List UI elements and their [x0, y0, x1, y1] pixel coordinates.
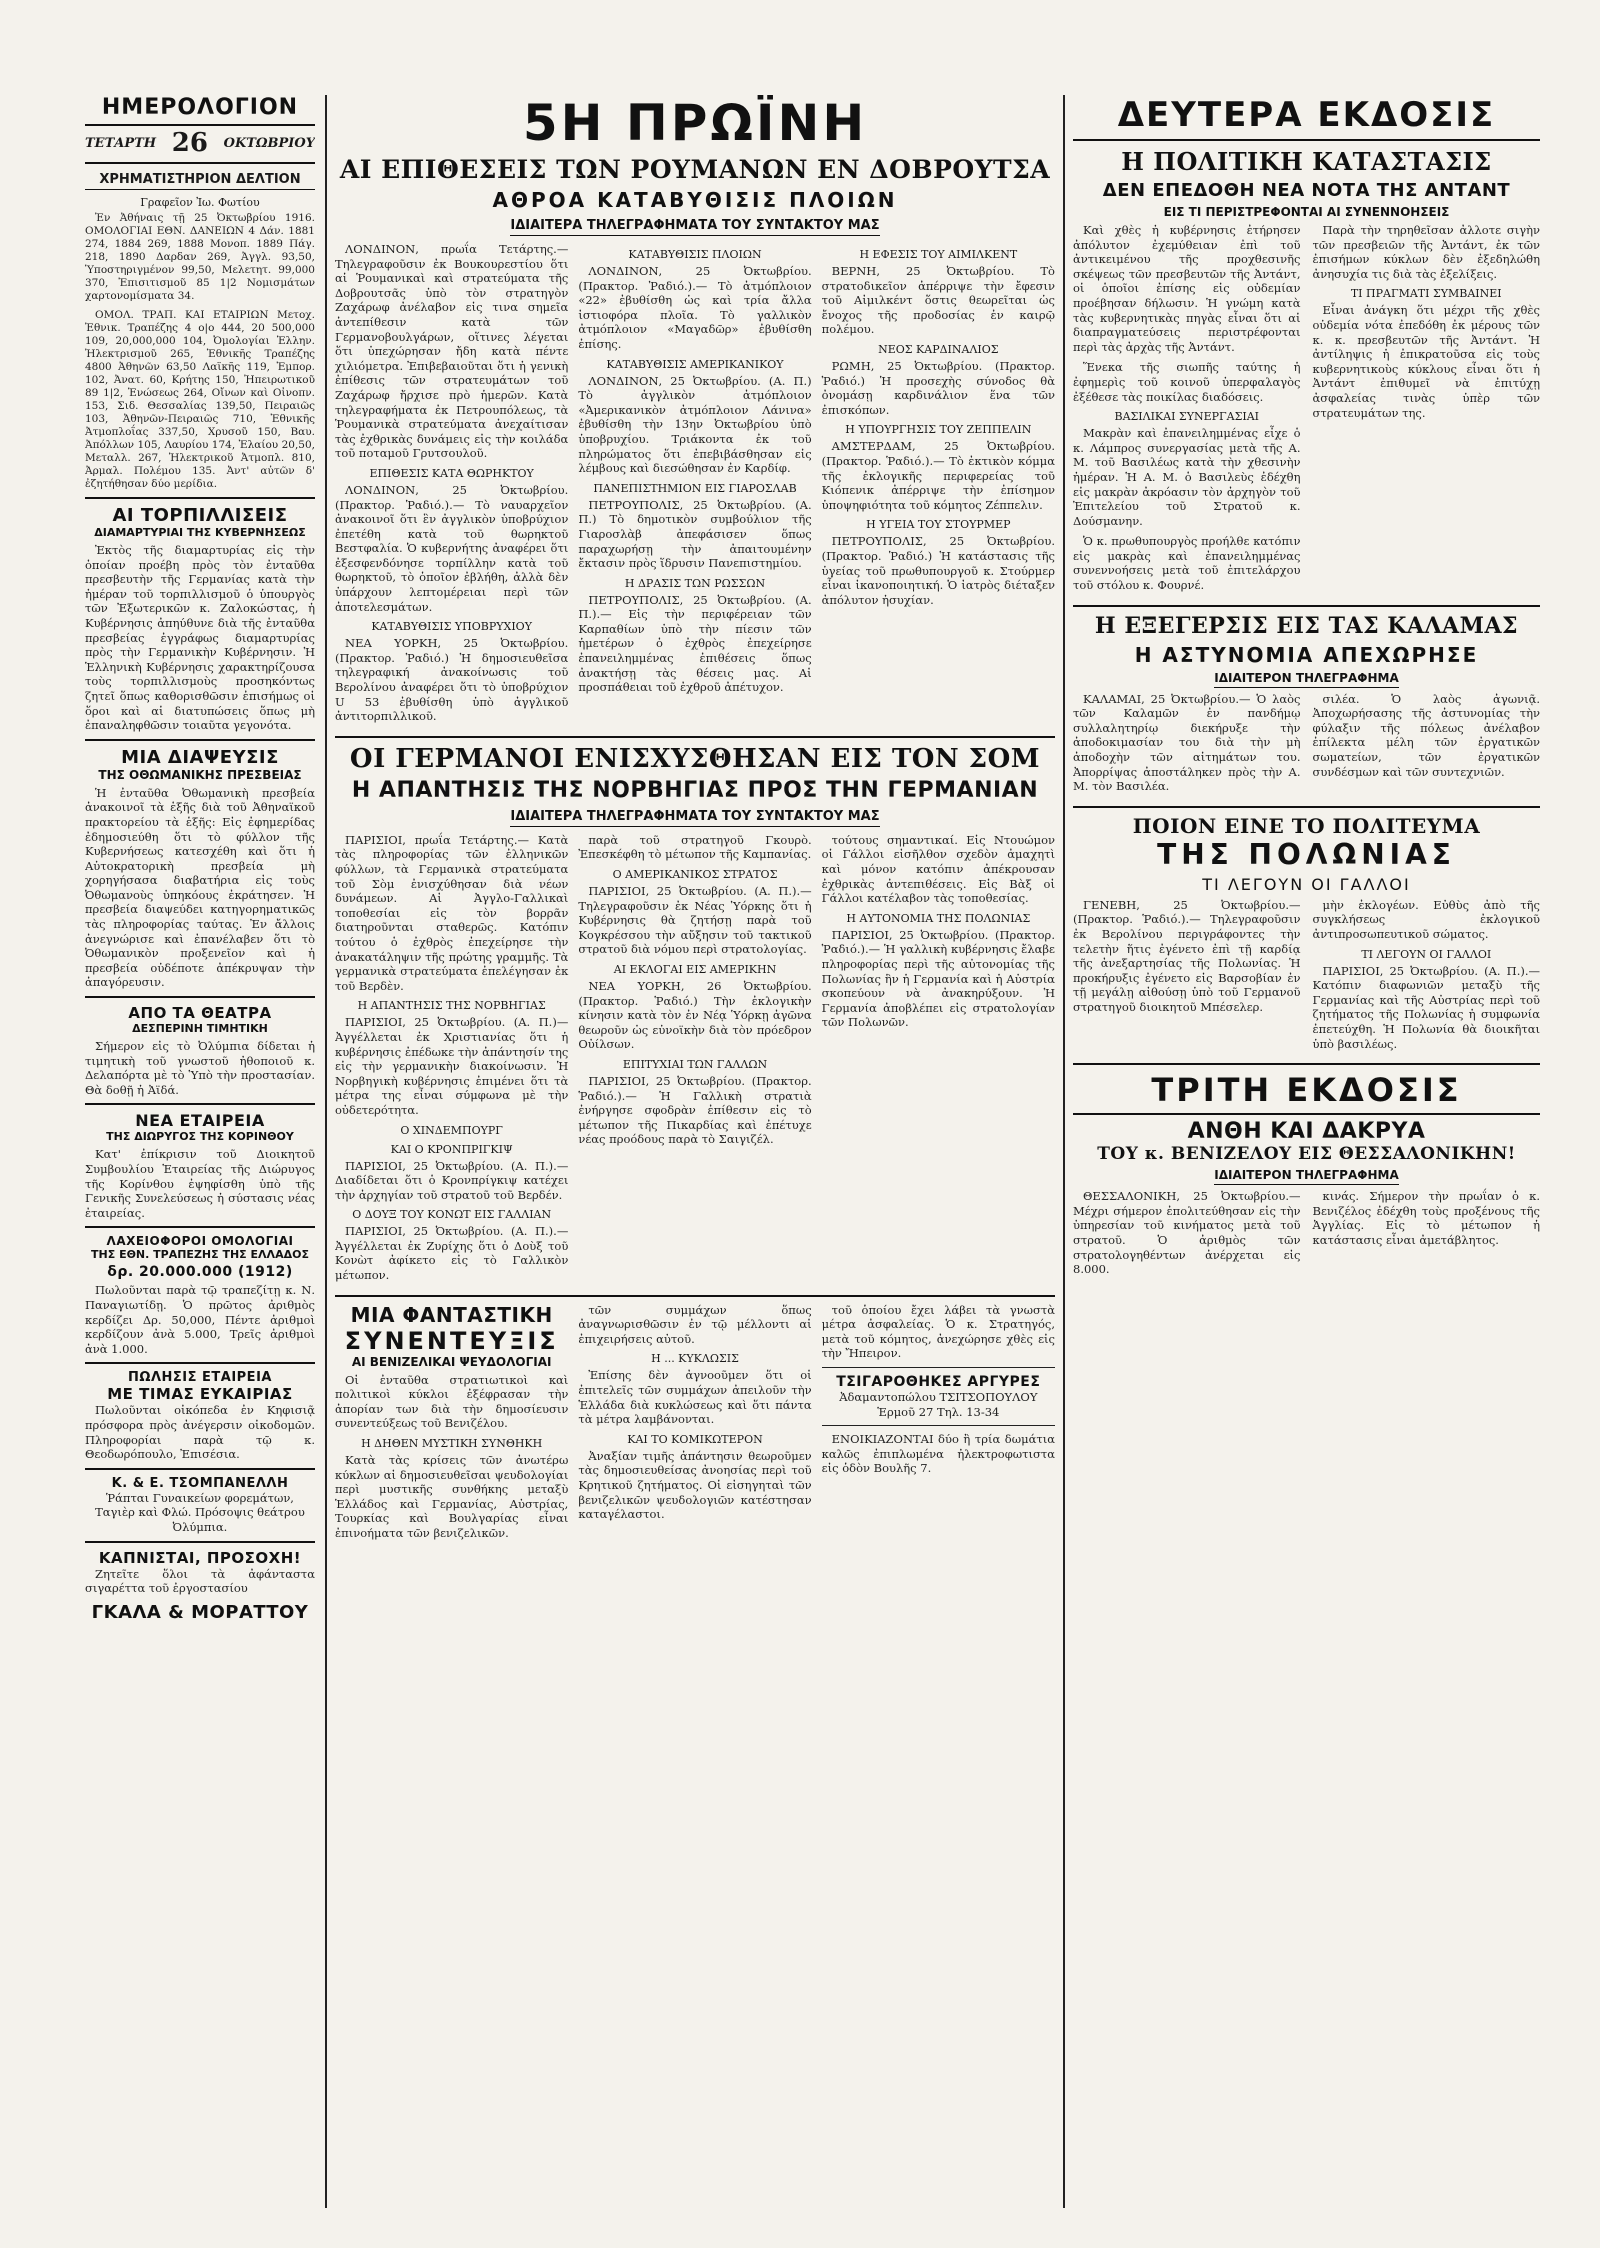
second-headline: ΟΙ ΓΕΡΜΑΝΟΙ ΕΝΙΣΧΥΣΘΗΣΑΝ ΕΙΣ ΤΟΝ ΣΟΜ — [349, 743, 1041, 774]
political-title: Η ΠΟΛΙΤΙΚΗ ΚΑΤΑΣΤΑΣΙΣ — [1121, 147, 1492, 176]
interview-text: Οἱ ἐνταῦθα στρατιωτικοὶ καὶ πολιτικοὶ κύκλοι ἐξέφρασαν τὴν ἀπορίαν των διὰ τὴν δημοσίευσιν συνεντεύξεως τοῦ Βενιζέλου. — [335, 1372, 569, 1431]
divider — [85, 1103, 315, 1105]
article-subhead: Η ... ΚΥΚΛΩΣΙΣ — [651, 1352, 739, 1366]
article-subhead: ΚΑΤΑΒΥΘΙΣΙΣ ΥΠΟΒΡΥΧΙΟΥ — [371, 620, 532, 634]
legation-title: ΜΙΑ ΔΙΑΨΕΥΣΙΣ — [121, 746, 279, 768]
encirclement-column — [578, 1303, 811, 1547]
article-text: κινάς. Σήμερον τὴν πρωΐαν ὁ κ. Βενιζέλος ἐδέχθη τοὺς προξένους τῆς Ἀγγλίας. Εἰς τὸ μέτωπον ἡ κατάστασις εἶναι ἀμετάβλητος. — [1312, 1189, 1540, 1247]
lottery-bonds-text: Πωλοῦνται παρὰ τῷ τραπεζίτῃ κ. Ν. Παναγιωτίδῃ. Ὁ πρῶτος ἀριθμὸς κερδίζει Δρ. 50,000, Πέντε ἀριθμοὶ κερδίζουν ἀνὰ 5.000, Τρεῖς ἀριθμοὶ ἀνὰ 1.000. — [85, 1283, 315, 1356]
article-text: ΛΟΝΔΙΝΟΝ, 25 Ὀκτωβρίου. (Πρακτορ. Ῥαδιό.).— Τὸ ναυαρχεῖον ἀνακοινοῖ ὅτι ἓν ἀγγλικὸν ὑποβρύχιον ἐπετέθη κατὰ τοῦ θωρηκτοῦ Βεστφαλία. Ὁ κυβερνήτης ἀναφέρει ὅτι ἐξεσφενδόνησε τορπίλλην κατὰ τοῦ θωρηκτοῦ, τὸ ὁποῖον ἐβλήθη, ἀλλὰ δὲν ὑπάρχουν λεπτομέρειαι περὶ τῶν ἀποτελεσμάτων. — [335, 482, 569, 614]
second-story-columns — [335, 833, 1055, 1289]
second-tagline: ΙΔΙΑΙΤΕΡΑ ΤΗΛΕΓΡΑΦΗΜΑΤΑ ΤΟΥ ΣΥΝΤΑΚΤΟΥ ΜΑΣ — [510, 809, 879, 827]
poland-subtitle: ΤΙ ΛΕΓΟΥΝ ΟΙ ΓΑΛΛΟΙ — [1202, 874, 1411, 894]
edition-banner: 5Η ΠΡΩΪΝΗ — [522, 95, 868, 152]
article-subhead: Η ΑΠΑΝΤΗΣΙΣ ΤΗΣ ΝΟΡΒΗΓΙΑΣ — [357, 999, 546, 1013]
story-column-3 — [822, 242, 1055, 730]
article-subhead: ΒΑΣΙΛΙΚΑΙ ΣΥΝΕΡΓΑΣΙΑΙ — [1114, 410, 1260, 424]
divider — [335, 1295, 1055, 1297]
article-subhead: Ο ΑΜΕΡΙΚΑΝΙΚΟΣ ΣΤΡΑΤΟΣ — [612, 868, 778, 881]
political-columns — [1073, 223, 1540, 599]
second-edition-banner: ΔΕΥΤΕΡΑ ΕΚΔΟΣΙΣ — [1073, 95, 1540, 141]
article-text: ΚΑΛΑΜΑΙ, 25 Ὀκτωβρίου.— Ὁ λαὸς τῶν Καλαμῶν ἐν πανδήμῳ συλλαλητηρίῳ διεκήρυξε τὴν ἀποδοκιμασίαν του διὰ τὴν μὴ ἀποδοχὴν τῶν αἰτημάτων του. Ἀπορρίψας ἀποστάληκεν πρὸς τὴν Α. Μ. τὸν Βασιλέα. — [1073, 691, 1301, 794]
article-text: σιλέα. Ὁ λαὸς ἀγωνιᾷ. Ἀποχωρήσασης τῆς ἀστυνομίας τὴν φύλαξιν τῆς πόλεως ἀνέλαβον ἐπίλεκτα μέλη τῶν ἐργατικῶν σωματείων, τῶν ἐργατικῶν συνδέσμων καὶ τῶν συντεχνιῶν. — [1312, 691, 1540, 779]
interview-subhead: Η ΔΗΘΕΝ ΜΥΣΤΙΚΗ ΣΥΝΘΗΚΗ — [361, 1437, 543, 1451]
story-column-1 — [335, 242, 568, 730]
legation-text: Ἡ ἐνταῦθα Ὀθωμανικὴ πρεσβεία ἀνακοινοῖ τὰ ἑξῆς διὰ τοῦ Ἀθηναϊκοῦ πρακτορείου τὰ ἑξῆς: Εἰς ἐφημερίδας ἐδημοσιεύθη ὅτι τὸ φύλλον τῆς Κυβερνήσεως κατεσχέθη καὶ ὅτι ἡ Αὐτοκρατορικὴ πρεσβεία μὴ χορηγήσασα διαβατήρια εἰς τοὺς Ὀθωμανοὺς ὑπηκόους ἐκράτησεν. Ἡ πρεσβεία διαψεύδει κατηγορηματικῶς τὰς πληροφορίας ταύτας. Ἐν ἄλλοις ἀνεγνώρισε καὶ ἐπανέλαβεν ὅτι τὸ Ὀθωμανικὸν προξενεῖον καὶ ἡ πρεσβεία οὐδέποτε ἀπέκρυψαν τὴν ἀπαγόρευσιν. — [85, 785, 315, 990]
divider — [85, 1226, 315, 1228]
column-rule — [325, 95, 327, 2208]
torpedo-subtitle: ΔΙΑΜΑΡΤΥΡΙΑΙ ΤΗΣ ΚΥΒΕΡΝΗΣΕΩΣ — [94, 526, 306, 539]
article-text: τῶν συμμάχων ὅπως ἀναγνωρισθῶσιν ἐν τῷ μέλλοντι αἱ ἐπιχειρήσεις αὐτοῦ. — [578, 1302, 812, 1346]
political-column-1 — [1073, 223, 1301, 599]
article-subhead: ΚΑΤΑΒΥΘΙΣΙΣ ΠΛΟΙΩΝ — [628, 248, 762, 261]
article-text: Ἀναξίαν τιμῆς ἀπάντησιν θεωροῦμεν τὰς δημοσιευθείσας ἀνοησίας περὶ τοῦ Κρητικοῦ ζητήματος. Οἱ εἰσηγηταὶ τῶν βενιζελικῶν ψευδολογιῶν κατέστησαν καταγέλαστοι. — [578, 1448, 812, 1522]
calendar-date-number: 26 — [171, 128, 208, 158]
divider — [1073, 1063, 1540, 1065]
rebellion-columns — [1073, 692, 1540, 800]
main-tagline: ΙΔΙΑΙΤΕΡΑ ΤΗΛΕΓΡΑΦΗΜΑΤΑ ΤΟΥ ΣΥΝΤΑΚΤΟΥ ΜΑΣ — [510, 218, 879, 236]
right-section — [1073, 95, 1540, 2208]
article-subhead: ΚΑΤΑΒΥΘΙΣΙΣ ΑΜΕΡΙΚΑΝΙΚΟΥ — [606, 357, 784, 371]
article-text: ΒΕΡΝΗ, 25 Ὀκτωβρίου. Τὸ στρατοδικεῖον ἀπέρριψε τὴν ἔφεσιν τοῦ Αἰμιλκέντ ὅστις θεωρεῖται ὡς ἔνοχος τῆς προδοσίας ἐν καιρῷ πολέμου. — [821, 264, 1055, 337]
torpedo-text: Ἐκτὸς τῆς διαμαρτυρίας εἰς τὴν ὁποίαν προέβη πρὸς τὸν ἐνταῦθα πρεσβευτὴν τῆς Γερμανίας κατὰ τὴν ἡμέραν τοῦ τορπιλλισμοῦ ὁ ὑπουργὸς τῶν Ἐξωτερικῶν κ. Ζαλοκώστας, ἡ Κυβέρνησις ἀπηύθυνε διὰ τῆς ἐνταῦθα πρεσβείας ἐγγράφως διαμαρτυρίας πρὸς τὴν Γερμανικὴν Κυβέρνησιν. Ἡ Ἑλληνικὴ Κυβέρνησις χαρακτηρίζουσα τοὺς τορπιλλισμοὺς προσηκόντως ζητεῖ ὅπως καθορισθῶσιν ἐπισήμως οἱ ὅροι καὶ αἱ διατυπώσεις ὅπως μὴ ἐπαναληφθῶσιν τοιαῦτα γεγονότα. — [85, 543, 315, 733]
article-subhead: ΠΑΝΕΠΙΣΤΗΜΙΟΝ ΕΙΣ ΓΙΑΡΟΣΛΑΒ — [593, 481, 797, 495]
flowers-tagline: ΙΔΙΑΙΤΕΡΟΝ ΤΗΛΕΓΡΑΦΗΜΑ — [1214, 1168, 1398, 1185]
column-rule — [1063, 95, 1065, 2208]
article-text: ΠΕΤΡΟΥΠΟΛΙΣ, 25 Ὀκτωβρίου. (Πρακτορ. Ῥαδιό.) Ἡ κατάστασις τῆς ὑγείας τοῦ πρωθυπουργοῦ κ. Στούρμερ εἶναι ἱκανοποιητική. Ὁ ἰατρὸς διέταξεν ἀπόλυτον ἡσυχίαν. — [821, 534, 1055, 607]
market-text: Ἐν Ἀθήναις τῇ 25 Ὀκτωβρίου 1916. ΟΜΟΛΟΓΙΑΙ ΕΘΝ. ΔΑΝΕΙΩΝ 4 Δάν. 1881 274, 1884 269, 1888 Μονοπ. 1889 Πάγ. 218, 1890 Δαρδαν 269, Ἀγγλ. 93,50, Ὑποστηριγμένον 99,50, Μελετητ. 99,000 370, Ἐπισιτισμοῦ 85 1|2 Νομισμάτων χαρτονομίσματα 34. — [85, 212, 315, 302]
article-subhead: ΝΕΟΣ ΚΑΡΔΙΝΑΛΙΟΣ — [878, 342, 999, 356]
article-subhead: Η ΥΓΕΙΑ ΤΟΥ ΣΤΟΥΡΜΕΡ — [866, 518, 1011, 532]
market-text-2: ΟΜΟΛ. ΤΡΑΠ. ΚΑΙ ΕΤΑΙΡΙΩΝ Μετοχ. Ἐθνικ. Τραπέζης 4 ο|ο 444, 20 500,000 109, 20,000,000 104, Ὀμολογίαι Ἑλλην. Ἠλεκτρισμοῦ 265, Ἐθνικῆς Τραπέζης 4800 Ἀθηνῶν 63,50 Λαϊκῆς 119, Ἐμπορ. 102, Ἀνατ. 60, Κρήτης 150, Ἠπειρωτικοῦ 89 1|2, Ἑνώσεως 264, Οἴνων καὶ Οἰνοπν. 153, Σιδ. Θεσσαλίας 139,50, Πειραιῶς 103, Ἀθηνῶν-Πειραιῶς 710, Ἐθνικῆς Ἀτμοπλοΐας 337,50, Χρυσοῦ 150, Βαυ. Ἀπόλλων 105, Λαυρίου 174, Ἐλαίου 20,50, Μεταλλ. 267, Ἠλεκτρικοῦ Ἀτμοπλ. 810, Ἀρμαλ. Πολέμου 135. Ἀντ' αὐτῶν δ' ἐζητήθησαν δύο μερίδια. — [85, 309, 315, 490]
article-text: παρὰ τοῦ στρατηγοῦ Γκουρὸ. Ἐπεσκέφθη τὸ μέτωπον τῆς Καμπανίας. — [578, 832, 812, 862]
interview-column — [335, 1303, 568, 1547]
political-subtitle: ΔΕΝ ΕΠΕΔΟΘΗ ΝΕΑ ΝΟΤΑ ΤΗΣ ΑΝΤΑΝΤ — [1102, 180, 1511, 201]
article-text: ΠΑΡΙΣΙΟΙ, 25 Ὀκτωβρίου. (Α. Π.).— Τηλεγραφοῦσιν ἐκ Νέας Ὑόρκης ὅτι ἡ Κυβέρνησις θὰ ζητήσῃ παρὰ τοῦ Κογκρέσσου τὴν αὔξησιν τοῦ τακτικοῦ στρατοῦ διὰ νόμου περὶ στρατολογίας. — [578, 884, 812, 957]
calendar-month: ΟΚΤΩΒΡΙΟΥ — [223, 135, 315, 151]
article-text: ΓΕΝΕΒΗ, 25 Ὀκτωβρίου.— (Πρακτορ. Ῥαδιό.).— Τηλεγραφοῦσιν ἐκ Βερολίνου περιγράφοντες τὴν τελετὴν ἥτις ἐγένετο ἐπὶ τῇ καρδίᾳ τῆς ἀνεξαρτησίας τῆς Πολωνίας. Ἡ προκήρυξις ἐγένετο εἰς Βαρσοβίαν ἐν τῇ μεγάλῃ αἰθούσῃ ὑπὸ τοῦ Γερμανοῦ στρατηγοῦ διοικητοῦ Μπέσελερ. — [1073, 897, 1301, 1014]
theatre-text: Σήμερον εἰς τὸ Ὀλύμπια δίδεται ἡ τιμητικὴ τοῦ γνωστοῦ ἠθοποιοῦ κ. Δελαπόρτα μὲ τὸ Ὑπὸ τὴν προστασίαν. Θὰ δοθῇ ἡ Ἀϊδά. — [85, 1039, 315, 1097]
flowers-subtitle: ΤΟΥ κ. ΒΕΝΙΖΕΛΟΥ ΕΙΣ ΘΕΣΣΑΛΟΝΙΚΗΝ! — [1097, 1144, 1516, 1165]
market-title: ΧΡΗΜΑΤΙΣΤΗΡΙΟΝ ΔΕΛΤΙΟΝ — [85, 172, 315, 190]
third-edition-banner: ΤΡΙΤΗ ΕΚΔΟΣΙΣ — [1073, 1071, 1540, 1115]
main-headline: ΑΙ ΕΠΙΘΕΣΕΙΣ ΤΩΝ ΡΟΥΜΑΝΩΝ ΕΝ ΔΟΒΡΟΥΤΣΑ — [339, 155, 1051, 184]
article-subhead: Η ΑΥΤΟΝΟΜΙΑ ΤΗΣ ΠΟΛΩΝΙΑΣ — [846, 911, 1031, 925]
sale-title: ΠΩΛΗΣΙΣ ΕΤΑΙΡΕΙΑ — [128, 1370, 272, 1386]
poland-title-2: ΤΗΣ ΠΟΛΩΝΙΑΣ — [1157, 837, 1456, 871]
story-column-2 — [578, 242, 811, 730]
article-text: Ἕνεκα τῆς σιωπῆς ταύτης ἡ ἐφημερὶς τοῦ κοινοῦ ὑπερφαλαγὸς ἐξέθεσε τὰς ποικίλας διαδόσεις. — [1073, 360, 1301, 404]
story-column-6 — [822, 833, 1055, 1289]
article-text: Καὶ χθὲς ἡ κυβέρνησις ἐτήρησεν ἀπόλυτον ἐχεμύθειαν ἐπὶ τοῦ ἀντικειμένου τῆς προχθεσινῆς σκέψεως τῶν πρεσβευτῶν τῆς Ἀντάντ, οἱ ὁποῖοι ἐπίσης εἰς οὐδεμίαν προέβησαν δήλωσιν. Ἡ γνώμη κατὰ τὰς κυβερνητικὰς πηγὰς εἶναι ὅτι αἱ διαπραγματεύσεις περιστρέφονται περὶ τὰς ἀρχὰς τῆς Ἀντάντ. — [1073, 223, 1301, 354]
article-text: ΠΑΡΙΣΙΟΙ, πρωΐα Τετάρτης.— Κατὰ τὰς πληροφορίας τῶν ἐλληνικῶν φύλλων, τὰ Γερμανικὰ στρατεύματα τοῦ Σὸμ ἐνισχύθησαν διὰ νέων δυνάμεων. Αἱ Ἀγγλο-Γαλλικαὶ τοποθεσίαι εἰς τὸν βορρᾶν διατηροῦνται σταθερῶς. Κατόπιν τούτου ὁ ἐχθρὸς ἐπεχείρησε τὴν ἀνακατάληψιν τῆς πρώτης γραμμῆς. Τὰ γερμανικὰ στρατεύματα ἐπελέγησαν ἐκ τοῦ Βερδὲν. — [335, 832, 569, 993]
company-subtitle: ΤΗΣ ΔΙΩΡΥΓΟΣ ΤΗΣ ΚΟΡΙΝΘΟΥ — [106, 1130, 294, 1144]
tailor-title: Κ. & Ε. ΤΣΟΜΠΑΝΕΛΛΗ — [111, 1475, 289, 1491]
interview-title-2: ΣΥΝΕΝΤΕΥΞΙΣ — [344, 1326, 559, 1355]
poland-title: ΠΟΙΟΝ ΕΙΝΕ ΤΟ ΠΟΛΙΤΕΥΜΑ — [1132, 813, 1481, 838]
calendar-day: ΤΕΤΑΡΤΗ — [85, 135, 157, 151]
top-story-columns — [335, 242, 1055, 730]
article-text: ΠΑΡΙΣΙΟΙ, 25 Ὀκτωβρίου. (Πρακτορ. Ῥαδιό.).— Ἡ Γαλλικὴ στρατιὰ ἐνήργησε σφοδρὰν ἐπίθεσιν εἰς τὸ μέτωπον τῆς Πικαρδίας καὶ ἐπέτυχε νέας προόδους παρὰ τὸ Σαιγιζέλ. — [578, 1073, 812, 1147]
article-subhead: Η ΥΠΟΥΡΓΗΣΙΣ ΤΟΥ ΖΕΠΠΕΛΙΝ — [845, 423, 1032, 437]
article-subhead: ΚΑΙ ΤΟ ΚΟΜΙΚΩΤΕΡΟΝ — [627, 1432, 763, 1446]
divider — [822, 1367, 1055, 1368]
article-text: ΛΟΝΔΙΝΟΝ, 25 Ὀκτωβρίου. (Πρακτορ. Ῥαδιό.).— Τὸ ἀτμόπλοιον «22» ἐβυθίσθη ὡς καὶ τρία ἄλλα ἱστιοφόρα πλοῖα. Τὸ γαλλικὸν ἀτμόπλοιον «Μαγαδῶρ» ἐβυθίσθη ἐπίσης. — [578, 264, 812, 351]
rebellion-tagline: ΙΔΙΑΙΤΕΡΟΝ ΤΗΛΕΓΡΑΦΗΜΑ — [1214, 671, 1398, 688]
article-text: ΠΑΡΙΣΙΟΙ, 25 Ὀκτωβρίου. (Πρακτορ. Ῥαδιό.).— Ἡ γαλλικὴ κυβέρνησις ἔλαβε πληροφορίας περὶ τῆς αὐτονομίας τῆς Πολωνίας ἣν ἡ Γερμανία καὶ ἡ Αὐστρία σκοπεύουν νὰ ἀνακηρύξουν. Ἡ Γερμανία ἀποβλέπει εἰς στρατολογίαν τῶν Πολωνῶν. — [821, 927, 1055, 1030]
divider — [85, 996, 315, 998]
political-subtitle-2: ΕΙΣ ΤΙ ΠΕΡΙΣΤΡΕΦΟΝΤΑΙ ΑΙ ΣΥΝΕΝΝΟΗΣΕΙΣ — [1163, 205, 1450, 219]
article-text: ΛΟΝΔΙΝΟΝ, πρωΐα Τετάρτης.— Τηλεγραφοῦσιν ἐκ Βουκουρεστίου ὅτι αἱ Ῥουμανικαὶ καὶ στρατεύματα τῆς Δοβρουτσᾶς ὑπὸ τὸν στρατηγὸν Ζαχάρωφ ἀνέλαβον εἰς τινα σημεῖα ἀντεπίθεσιν κατὰ τῶν Γερμανοβουλγάρων, οἵτινες λέγεται ὅτι ὑπεχώρησαν ἤδη κατὰ πέντε χιλιόμετρα. Ἐπιβεβαιοῦται ὅτι ἡ γενικὴ ἐπίθεσις τῶν στρατευμάτων τοῦ Ζαχάρωφ ἤρχισε πρὸ ἡμερῶν. Κατὰ τηλεγραφήματα ἐκ Πετρουπόλεως, τὰ Ῥουμανικὰ στρατεύματα ἀνεχαίτισαν τὰς ἐχθρικὰς δυνάμεις εἰς τὴν κοιλάδα τοῦ ποταμοῦ Γρυτσουλοῦ. — [335, 242, 569, 461]
calendar-date — [85, 126, 315, 164]
tailor-text: Ῥάπται Γυναικείων φορεμάτων, Ταγιὲρ καὶ Φλώ. Πρόσοψις θεάτρου Ὀλύμπια. — [95, 1490, 305, 1534]
article-text: τοῦ ὁποίου ἔχει λάβει τὰ γνωστὰ μέτρα ἀσφαλείας. Ὁ κ. Στρατηγός, μετὰ τοῦ κόμητος, ἀνεχώρησε χθὲς εἰς τὴν Ἤπειρον. — [821, 1302, 1055, 1361]
article-text: ΑΜΣΤΕΡΔΑΜ, 25 Ὀκτωβρίου. (Πρακτορ. Ῥαδιό.).— Τὸ ἐκτικὸν κόμμα τῆς ἐκλογικῆς περιφερείας τοῦ Κιόπενικ ἀπέρριψε τὴν ἐπίσημον ὑποψηφιότητα τοῦ κόμητος Ζέππελιν. — [821, 439, 1055, 512]
interview-subtitle: ΑΙ ΒΕΝΙΖΕΛΙΚΑΙ ΨΕΥΔΟΛΟΓΙΑΙ — [351, 1354, 552, 1369]
article-text: ΠΑΡΙΣΙΟΙ, 25 Ὀκτωβρίου. (Α. Π.)— Ἀγγέλλεται ἐκ Χριστιανίας ὅτι ἡ κυβέρνησις ἐπέδωκε τὴν ἀπάντησίν της εἰς τὴν γερμανικὴν διακοίνωσιν. Ἡ Νορβηγικὴ κυβέρνησις ἐπιμένει ὅτι τὰ μέτρα της εἶναι σύμφωνα μὲ τὴν οὐδετερότητα. — [335, 1015, 569, 1117]
sale-text: Πωλοῦνται οἰκόπεδα ἐν Κηφισιᾷ πρόσφορα πρὸς ἀνέγερσιν οἰκοδομῶν. Πληροφορίαι παρὰ τῷ κ. Θεοδωρόπουλο, Ἐπισέσια. — [85, 1403, 315, 1462]
divider — [85, 1468, 315, 1470]
divider — [85, 1541, 315, 1543]
article-text: Ὁ κ. πρωθυπουργὸς προήλθε κατόπιν εἰς μακρὰς καὶ ἐπανειλημμένας συνεννοήσεις μετὰ τοῦ ἐπιτελάρχου τοῦ στόλου κ. Φουρνέ. — [1073, 534, 1301, 593]
article-text: ΘΕΣΣΑΛΟΝΙΚΗ, 25 Ὀκτωβρίου.— Μέχρι σήμερον ἐπολιτεύθησαν εἰς τὴν ὑπηρεσίαν τοῦ κινήματος μετὰ τοῦ στρατοῦ. Ὁ ἀριθμὸς τῶν στρατολογηθέντων ἀνέρχεται εἰς 8.000. — [1073, 1189, 1301, 1277]
divider — [1073, 605, 1540, 607]
flowers-title: ΑΝΘΗ ΚΑΙ ΔΑΚΡΥΑ — [1187, 1119, 1426, 1145]
cigarette-ad-brand: ΓΚΑΛΑ & ΜΟΡΑΤΤΟΥ — [91, 1601, 309, 1623]
lottery-bonds-subtitle: ΤΗΣ ΕΘΝ. ΤΡΑΠΕΖΗΣ ΤΗΣ ΕΛΛΑΔΟΣ — [91, 1248, 309, 1262]
interview-title: ΜΙΑ ΦΑΝΤΑΣΤΙΚΗ — [350, 1302, 553, 1327]
article-text: ΠΑΡΙΣΙΟΙ, 25 Ὀκτωβρίου. (Α. Π.).— Ἀγγέλλεται ἐκ Ζυρίχης ὅτι ὁ Δοὺξ τοῦ Κονὼτ ἀφίκετο εἰς τὸ Γαλλικὸν μέτωπον. — [335, 1224, 569, 1283]
article-subhead: ΚΑΙ Ο ΚΡΟΝΠΡΙΓΚΙΨ — [390, 1142, 513, 1156]
calendar-masthead: ΗΜΕΡΟΛΟΓΙΟΝ — [85, 95, 315, 126]
article-text: Ἐπίσης δὲν ἀγνοοῦμεν ὅτι οἱ ἐπιτελεῖς τῶν συμμάχων ἀπειλοῦν τὴν Ἑλλάδα διὰ κυκλώσεως καὶ ὅτι πάντα τὰ μέτρα λαμβάνονται. — [578, 1368, 812, 1427]
article-text: ΠΑΡΙΣΙΟΙ, 25 Ὀκτωβρίου. (Α. Π.).— Διαδίδεται ὅτι ὁ Κρονπρίγκιψ κατέχει τὴν ἀρχηγίαν τοῦ στρατοῦ τοῦ Βερδέν. — [335, 1158, 569, 1202]
divider — [85, 739, 315, 741]
flowers-columns — [1073, 1189, 1540, 1283]
political-column-2 — [1313, 223, 1541, 599]
torpedo-title: ΑΙ ΤΟΡΠΙΛΛΙΣΕΙΣ — [112, 505, 288, 526]
left-column — [85, 95, 315, 2208]
company-text: Κατ' ἐπίκρισιν τοῦ Διοικητοῦ Συμβουλίου Ἑταιρείας τῆς Διώρυγος τῆς Κορίνθου ἐψηφίσθη ὑπὸ τῆς Γενικῆς Συνελεύσεως ἡ σύστασις νέας ἐταιρείας. — [85, 1147, 315, 1220]
center-section — [335, 95, 1055, 2208]
cigarette-case-ad-title: ΤΣΙΓΑΡΟΘΗΚΕΣ ΑΡΓΥΡΕΣ — [836, 1374, 1041, 1391]
divider — [335, 736, 1055, 738]
article-text: Παρὰ τὴν τηρηθεῖσαν ἀλλοτε σιγὴν τῶν πρεσβειῶν τῆς Ἀντάντ, ἐκ τῶν ἐπισήμων κύκλων δὲν ἐξεδηλώθη ἀνησυχία τις διὰ τὰς ἐξελίξεις. — [1312, 223, 1540, 281]
article-text: ΠΕΤΡΟΥΠΟΛΙΣ, 25 Ὀκτωβρίου. (Α. Π.).— Εἰς τὴν περιφέρειαν τῶν Καρπαθίων ὑπὸ τὴν πίεσιν τῶν ἡμετέρων ὁ ἐχθρὸς ἐπεχείρησε ἐπανειλημμένας ἐπιθέσεις ὅπως ἀνακτήσῃ τὰς θέσεις μας. Αἱ προσπάθειαι τοῦ ἐχθροῦ ἀπέτυχον. — [578, 592, 812, 695]
divider — [1073, 806, 1540, 808]
article-text: Μακρὰν καὶ ἐπανειλημμένας εἶχε ὁ κ. Λάμπρος συνεργασίας μετὰ τῆς Α. Μ. τοῦ Βασιλέως κατὰ τὴν χθεσινὴν ἡμέραν. Ἡ Α. Μ. ὁ Βασιλεὺς ἐδέχθη εἰς μακρὰν ἀκρόασιν τὸν ἀρχηγὸν τοῦ Ἐπιτελείου τοῦ Στρατοῦ κ. Δούσμανην. — [1073, 426, 1301, 528]
lottery-bonds-title: ΛΑΧΕΙΟΦΟΡΟΙ ΟΜΟΛΟΓΙΑΙ — [106, 1234, 294, 1249]
article-text: μὴν ἐκλογέων. Εὐθὺς ἀπὸ τῆς συγκλήσεως ἐκλογικοῦ ἀντιπροσωπευτικοῦ σώματος. — [1312, 897, 1540, 941]
article-text: ΝΕΑ ΥΟΡΚΗ, 25 Ὀκτωβρίου. (Πρακτορ. Ῥαδιό.) Ἡ δημοσιευθεῖσα τηλεγραφική ἀνακοίνωσις τοῦ Βερολίνου ἀναφέρει ὅτι τὸ ὑποβρύχιον U 53 ἐβυθίσθη ὑπὸ ἀγγλικοῦ ἀντιτορπιλλικοῦ. — [335, 636, 569, 724]
lottery-bonds-amount: δρ. 20.000.000 (1912) — [107, 1264, 293, 1281]
article-text: τούτους σημαντικαί. Εἰς Ντουώμον οἱ Γάλλοι εἰσῆλθον σχεδὸν ἀμαχητὶ καὶ μόνον κατόπιν ἀπέκρουσαν ἐχθρικὰς ἀντεπιθέσεις. Εἰς Βὰξ οἱ Γάλλοι κατέλαβον τὰς τοποθεσίας. — [821, 832, 1055, 906]
rooms-ad-text: ΕΝΟΙΚΙΑΖΟΝΤΑΙ δύο ἢ τρία δωμάτια καλῶς ἐπιπλωμένα ἠλεκτροφωτιστα εἰς ὁδὸν Βουλῆς 7. — [821, 1432, 1055, 1476]
article-text: ΠΕΤΡΟΥΠΟΛΙΣ, 25 Ὀκτωβρίου. (Α. Π.) Τὸ δημοτικὸν συμβούλιον τῆς Γιαροσλὰβ ἀπεφάσισεν ὅπως παραχωρήσῃ τὴν ἀπαιτουμένην ἔκτασιν πρὸς ἵδρυσιν Πανεπιστημίου. — [578, 497, 812, 571]
rebellion-subtitle: Η ΑΣΤΥΝΟΜΙΑ ΑΠΕΧΩΡΗΣΕ — [1134, 642, 1479, 667]
ads-column — [822, 1303, 1055, 1547]
article-subhead: Ο ΧΙΝΔΕΜΠΟΥΡΓ — [400, 1123, 503, 1137]
legation-subtitle: ΤΗΣ ΟΘΩΜΑΝΙΚΗΣ ΠΡΕΣΒΕΙΑΣ — [98, 767, 302, 782]
article-text: Εἶναι ἀνάγκη ὅτι μέχρι τῆς χθὲς οὐδεμία νότα ἐπεδόθη ἐκ μέρους τῶν κ. κ. πρεσβευτῶν τῆς Ἀντάντ. Ἡ ἀντίληψις ἡ ἐπικρατοῦσα εἰς τοὺς κυβερνητικοὺς κύκλους εἶναι ὅτι ἡ Ἀντάντ ἐπιθυμεῖ νὰ ἐπιτύχῃ ἀσφαλείας τινὰς ὑπὲρ τῶν στρατευμάτων της. — [1312, 303, 1540, 420]
market-subtitle: Γραφεῖον Ἰω. Φωτίου — [140, 196, 260, 209]
article-text: ΠΑΡΙΣΙΟΙ, 25 Ὀκτωβρίου. (Α. Π.).— Κατόπιν διαφωνιῶν μεταξὺ τῆς Γερμανίας καὶ τῆς Αὐστρίας περὶ τοῦ ζητήματος τῆς Πολωνίας ἡ συμφωνία ἐπετεύχθη. Ἡ Πολωνία θὰ διοικῆται ὑπὸ βασιλέως. — [1312, 963, 1540, 1051]
article-subhead: ΑΙ ΕΚΛΟΓΑΙ ΕΙΣ ΑΜΕΡΙΚΗΝ — [613, 962, 777, 976]
article-subhead: Η ΔΡΑΣΙΣ ΤΩΝ ΡΩΣΣΩΝ — [624, 576, 766, 590]
bottom-columns — [335, 1303, 1055, 1547]
article-text: ΡΩΜΗ, 25 Ὀκτωβρίου. (Πρακτορ. Ῥαδιό.) Ἡ προσεχὴς σύνοδος θὰ ὀνομάσῃ καρδινάλιον ἕνα τῶν ἐπισκόπων. — [821, 358, 1055, 417]
article-subhead: ΤΙ ΠΡΑΓΜΑΤΙ ΣΥΜΒΑΙΝΕΙ — [1350, 287, 1502, 301]
article-subhead: ΤΙ ΛΕΓΟΥΝ ΟΙ ΓΑΛΛΟΙ — [1361, 947, 1492, 961]
article-subhead: ΕΠΙΤΥΧΙΑΙ ΤΩΝ ΓΑΛΛΩΝ — [622, 1057, 768, 1071]
poland-columns — [1073, 898, 1540, 1057]
story-column-5 — [578, 833, 811, 1289]
article-text: ΛΟΝΔΙΝΟΝ, 25 Ὀκτωβρίου. (Α. Π.) Τὸ ἀγγλικὸν ἀτμόπλοιον «Ἀμερικανικὸν ἀτμόπλοιον Λάνινα» ἐβυθίσθη τὴν 13ην Ὀκτωβρίου ὑπὸ ὑποβρυχίου. Τριάκοντα ἐκ τοῦ πληρώματος ὅτι ἐπεβιβάσθησαν εἰς λέμβους καὶ διεσώθησαν ἐν Καρδίφ. — [578, 373, 812, 476]
theatre-title: ΑΠΟ ΤΑ ΘΕΑΤΡΑ — [128, 1004, 272, 1023]
article-subhead: ΕΠΙΘΕΣΙΣ ΚΑΤΑ ΘΩΡΗΚΤΟΥ — [369, 466, 534, 480]
divider — [822, 1425, 1055, 1426]
article-text: ΝΕΑ ΥΟΡΚΗ, 26 Ὀκτωβρίου. (Πρακτορ. Ῥαδιό.) Τὴν ἐκλογικὴν κίνησιν κατὰ τὸν ἐν Νέᾳ Ὑόρκῃ ἀγῶνα θεωροῦν ὡς εὐνοϊκὴν διὰ τὸν πρόεδρον Οὐίλσων. — [578, 978, 812, 1052]
divider — [85, 497, 315, 499]
article-subhead: Η ΕΦΕΣΙΣ ΤΟΥ ΑΙΜΙΛΚΕΝΤ — [859, 248, 1018, 261]
article-subhead: Ο ΔΟΥΞ ΤΟΥ ΚΟΝΩΤ ΕΙΣ ΓΑΛΛΙΑΝ — [352, 1208, 552, 1222]
main-subheadline: ΑΘΡΟΑ ΚΑΤΑΒΥΘΙΣΙΣ ΠΛΟΙΩΝ — [492, 188, 898, 212]
cigarette-ad-title: ΚΑΠΝΙΣΤΑΙ, ΠΡΟΣΟΧΗ! — [98, 1548, 302, 1567]
interview-text-2: Κατὰ τὰς κρίσεις τῶν ἀνωτέρω κύκλων αἱ δημοσιευθεῖσαι ψευδολογίαι περὶ μυστικῆς συνθήκης μεταξὺ Ἑλλάδος καὶ Γερμανίας, Αὐστρίας, Τουρκίας καὶ Βουλγαρίας εἶναι ἐπινοήματα τῶν βενιζελικῶν. — [335, 1453, 569, 1540]
second-subheadline: Η ΑΠΑΝΤΗΣΙΣ ΤΗΣ ΝΟΡΒΗΓΙΑΣ ΠΡΟΣ ΤΗΝ ΓΕΡΜΑΝΙΑΝ — [351, 777, 1039, 803]
rebellion-title: Η ΕΞΕΓΕΡΣΙΣ ΕΙΣ ΤΑΣ ΚΑΛΑΜΑΣ — [1094, 612, 1519, 639]
cigarette-ad-text: Ζητεῖτε ὅλοι τὰ ἀφάνταστα σιγαρέττα τοῦ ἐργοστασίου — [85, 1566, 315, 1596]
story-column-4 — [335, 833, 568, 1289]
divider — [85, 1362, 315, 1364]
sale-subtitle: ΜΕ ΤΙΜΑΣ ΕΥΚΑΙΡΙΑΣ — [107, 1385, 293, 1404]
company-title: ΝΕΑ ΕΤΑΙΡΕΙΑ — [135, 1111, 265, 1131]
theatre-subtitle: ΔΕΣΠΕΡΙΝΗ ΤΙΜΗΤΙΚΗ — [132, 1022, 268, 1036]
cigarette-case-ad-text: Ἀδαμαντοπώλου ΤΣΙΤΣΟΠΟΥΛΟΥ Ἑρμοῦ 27 Τηλ. 13-34 — [839, 1390, 1038, 1419]
